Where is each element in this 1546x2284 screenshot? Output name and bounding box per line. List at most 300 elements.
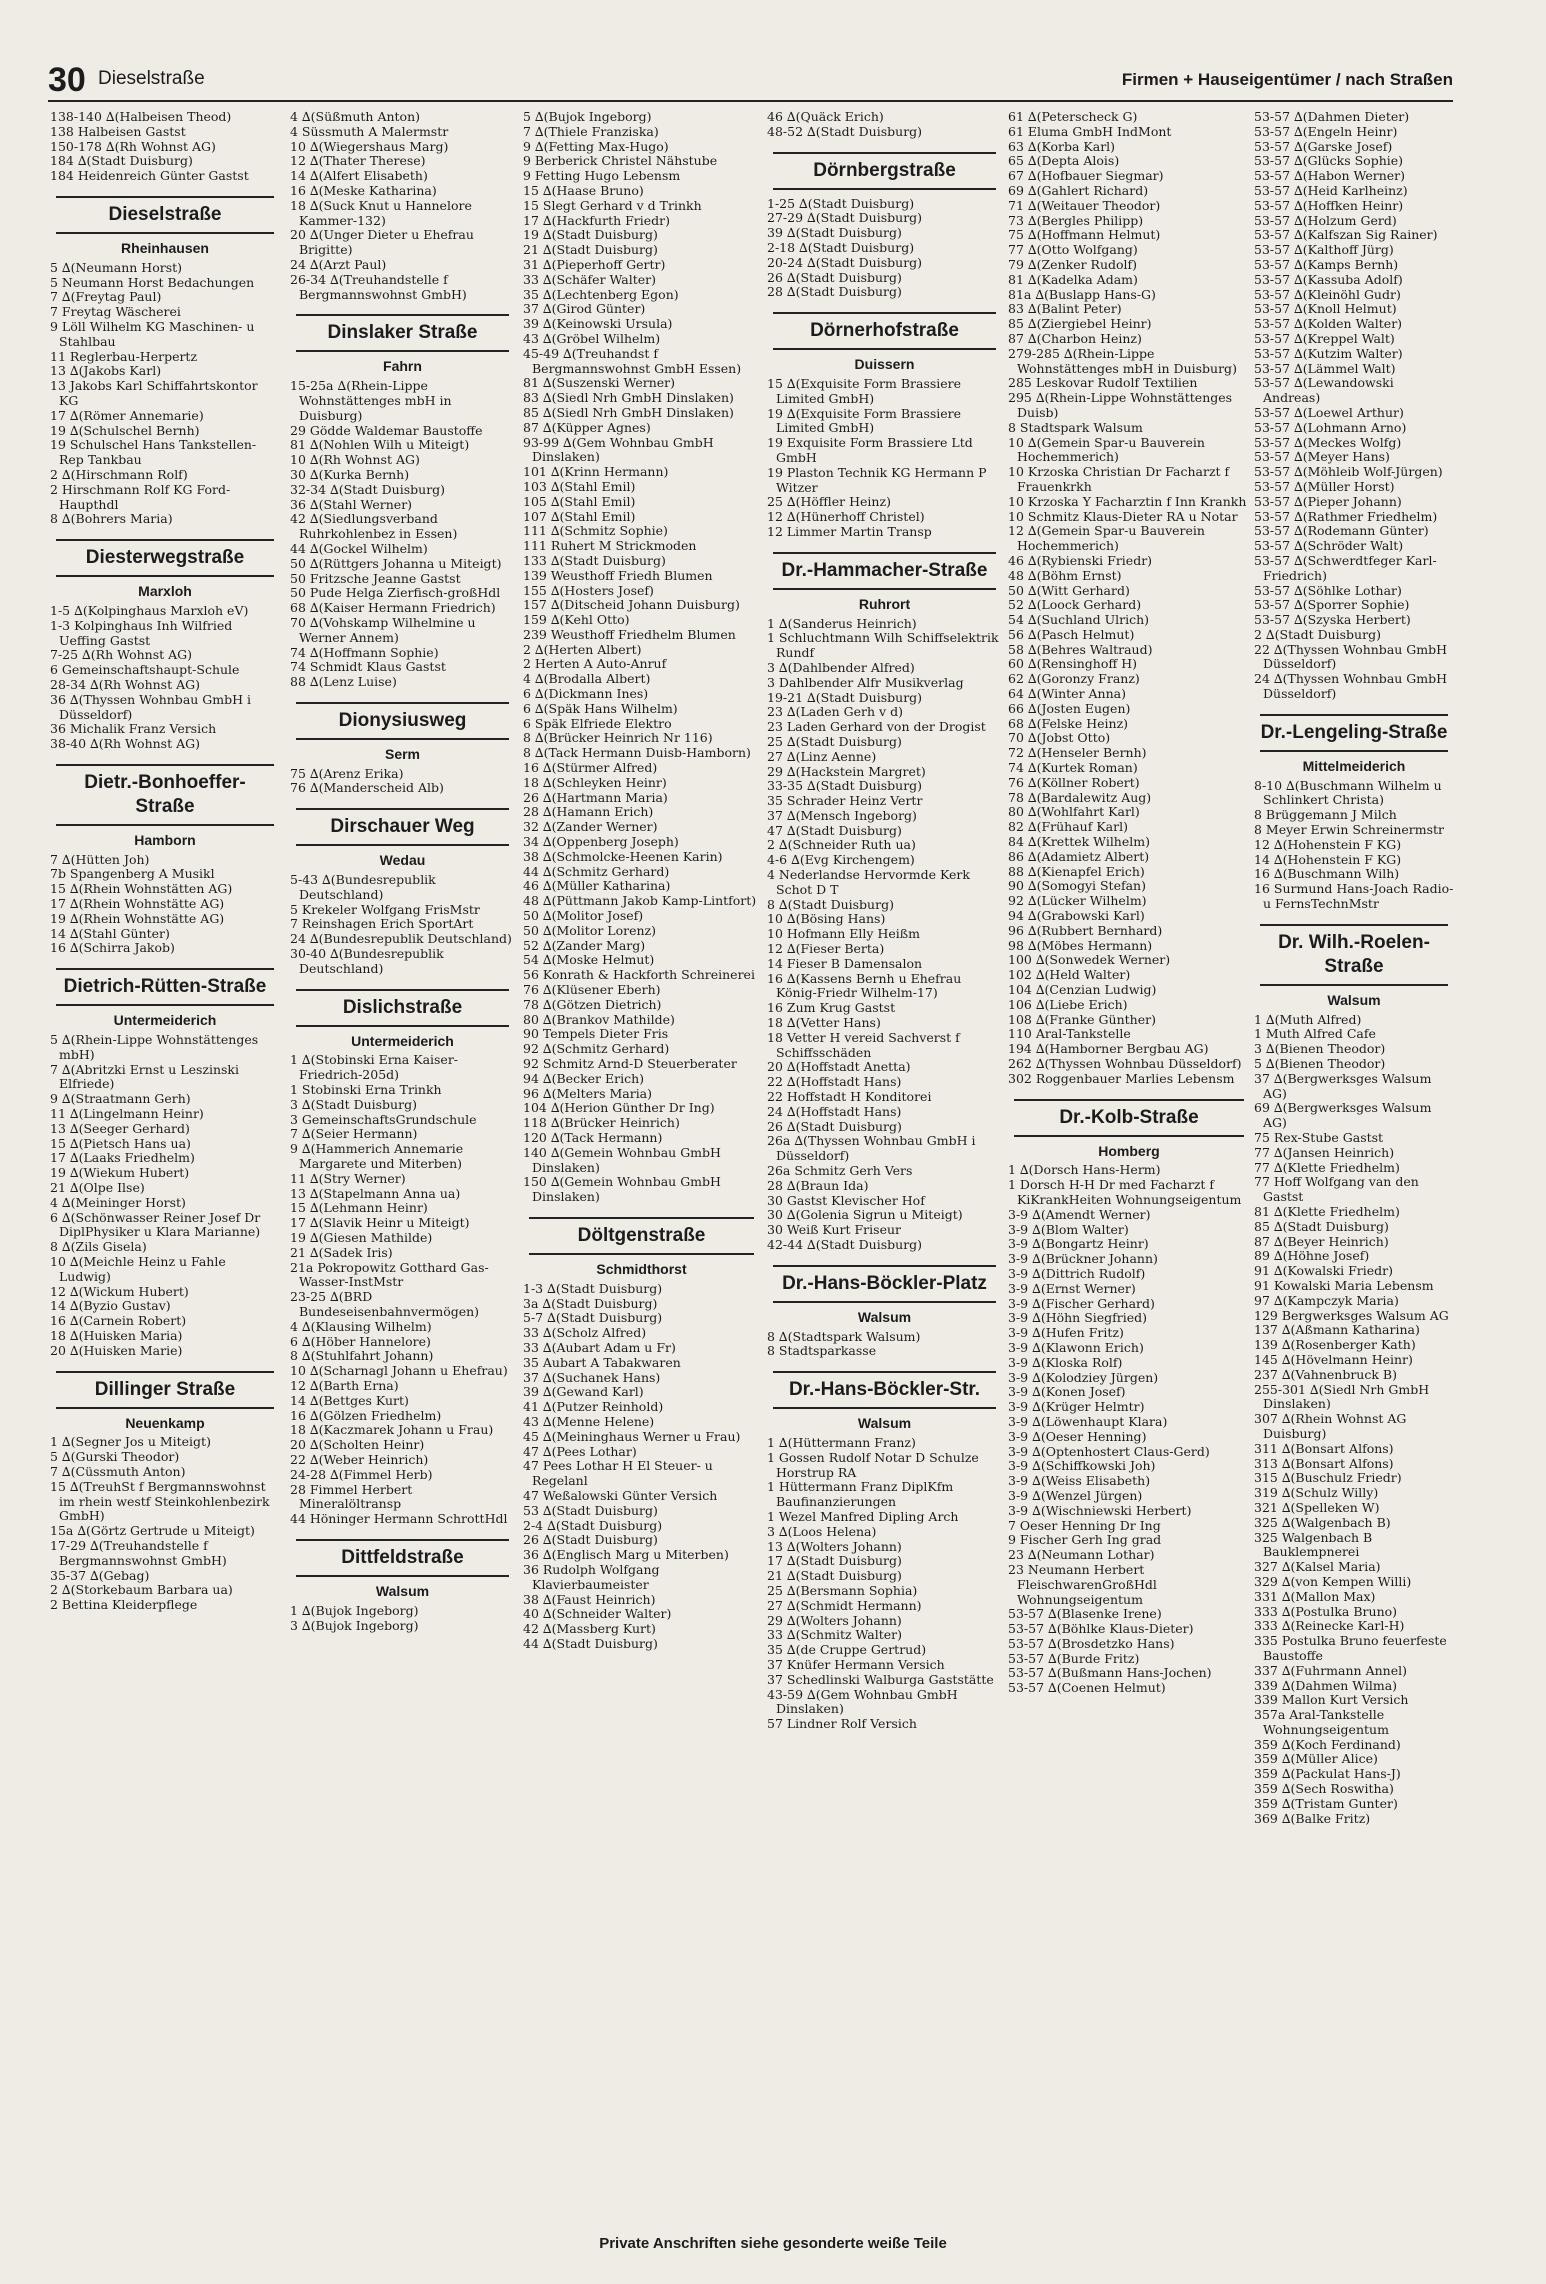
directory-entry: 22 Hoffstadt H Konditorei xyxy=(767,1089,932,1105)
directory-entry: 53-57 ∆(Habon Werner) xyxy=(1254,168,1406,184)
district-label: Walsum xyxy=(375,1582,430,1599)
directory-entry: 47 ∆(Pees Lothar) xyxy=(523,1443,637,1459)
directory-entry: 97 ∆(Kampczyk Maria) xyxy=(1254,1292,1399,1308)
street-heading: Dirschauer Weg xyxy=(296,808,509,846)
column-1 xyxy=(50,110,280,2230)
directory-entry: 53-57 ∆(Sporrer Sophie) xyxy=(1254,597,1410,613)
footer-note: Private Anschriften siehe gesonderte weiße Teile xyxy=(599,2235,947,2252)
directory-entry: 37 Schedlinski Walburga Gaststätte xyxy=(767,1671,994,1687)
directory-entry: 8 ∆(Zils Gisela) xyxy=(50,1239,147,1255)
directory-entry: 15-25a ∆(Rhein-Lippe Wohnstättenges mbH in Duisburg) xyxy=(290,378,452,423)
directory-entry: 54 ∆(Suchland Ulrich) xyxy=(1008,612,1150,628)
directory-entry: 92 Schmitz Arnd-D Steuerberater xyxy=(523,1056,737,1071)
directory-entry: 1 Schluchtmann Wilh Schiffselektrik Rundf xyxy=(767,630,999,661)
directory-entry: 75 Rex-Stube Gastst xyxy=(1254,1130,1384,1146)
directory-entry: 35 ∆(de Cruppe Gertrud) xyxy=(767,1642,927,1658)
directory-entry: 329 ∆(von Kempen Willi) xyxy=(1254,1573,1412,1589)
directory-entry: 5 Krekeler Wolfgang FrisMstr xyxy=(290,901,480,917)
running-street-title: Dieselstraße xyxy=(98,68,205,89)
directory-entry: 53-57 ∆(Rathmer Friedhelm) xyxy=(1254,508,1438,524)
directory-entry: 18 ∆(Huisken Maria) xyxy=(50,1328,183,1343)
directory-entry: 7b Spangenberg A Musikl xyxy=(50,866,215,882)
directory-entry: 108 ∆(Franke Günther) xyxy=(1008,1011,1156,1027)
directory-entry: 118 ∆(Brücker Heinrich) xyxy=(523,1115,680,1131)
directory-entry: 39 ∆(Gewand Karl) xyxy=(523,1384,644,1400)
column-2 xyxy=(290,110,515,2230)
directory-entry: 69 ∆(Bergwerksges Walsum AG) xyxy=(1254,1100,1432,1131)
street-heading: Dörnerhofstraße xyxy=(773,312,996,350)
directory-entry: 53-57 ∆(Söhlke Lothar) xyxy=(1254,582,1402,598)
directory-entry: 15a ∆(Görtz Gertrude u Miteigt) xyxy=(50,1523,255,1539)
directory-entry: 50 ∆(Molitor Lorenz) xyxy=(523,922,657,938)
directory-entry: 337 ∆(Fuhrmann Annel) xyxy=(1254,1662,1407,1678)
directory-entry: 359 ∆(Sech Roswitha) xyxy=(1254,1781,1394,1797)
directory-entry: 2 ∆(Schneider Ruth ua) xyxy=(767,837,916,853)
directory-entry: 71 ∆(Weitauer Theodor) xyxy=(1008,197,1161,213)
directory-entry: 15 ∆(Rhein Wohnstätten AG) xyxy=(50,881,233,897)
directory-entry: 3-9 ∆(Oeser Henning) xyxy=(1008,1428,1147,1444)
directory-entry: 53-57 ∆(Kreppel Walt) xyxy=(1254,330,1395,346)
directory-entry: 85 ∆(Ziergiebel Heinr) xyxy=(1008,316,1152,332)
directory-entry: 105 ∆(Stahl Emil) xyxy=(523,493,636,509)
directory-entry: 8-10 ∆(Buschmann Wilhelm u Schlinkert Christa) xyxy=(1254,777,1442,808)
directory-entry: 53-57 ∆(Burde Fritz) xyxy=(1008,1650,1140,1666)
directory-entry: 3-9 ∆(Weiss Elisabeth) xyxy=(1008,1473,1151,1489)
directory-entry: 3-9 ∆(Dittrich Rudolf) xyxy=(1008,1265,1146,1281)
directory-entry: 140 ∆(Gemein Wohnbau GmbH Dinslaken) xyxy=(523,1144,721,1175)
directory-entry: 104 ∆(Cenzian Ludwig) xyxy=(1008,982,1157,998)
directory-entry: 25 ∆(Höffler Heinz) xyxy=(767,494,891,510)
directory-entry: 37 ∆(Bergwerksges Walsum AG) xyxy=(1254,1070,1432,1101)
directory-entry: 9 Fischer Gerh Ing grad xyxy=(1008,1532,1162,1548)
directory-entry: 8 ∆(Tack Hermann Duisb-Hamborn) xyxy=(523,745,751,761)
directory-entry: 96 ∆(Rubbert Bernhard) xyxy=(1008,922,1163,938)
directory-entry: 30 Weiß Kurt Friseur xyxy=(767,1222,901,1238)
directory-entry: 91 Kowalski Maria Lebensm xyxy=(1254,1277,1434,1293)
directory-entry: 18 Vetter H vereid Sachverst f Schiffsschäden xyxy=(767,1029,960,1060)
directory-entry: 7 ∆(Freytag Paul) xyxy=(50,289,162,305)
directory-entry: 35-37 ∆(Gebag) xyxy=(50,1567,150,1583)
directory-entry: 285 Leskovar Rudolf Textilien xyxy=(1008,375,1198,391)
directory-entry: 3-9 ∆(Wischniewski Herbert) xyxy=(1008,1502,1192,1518)
directory-entry: 333 ∆(Postulka Bruno) xyxy=(1254,1603,1398,1619)
directory-entry: 84 ∆(Krettek Wilhelm) xyxy=(1008,834,1150,850)
directory-entry: 313 ∆(Bonsart Alfons) xyxy=(1254,1455,1394,1471)
directory-entry: 62 ∆(Goronzy Franz) xyxy=(1008,671,1140,687)
directory-entry: 19 Plaston Technik KG Hermann P Witzer xyxy=(767,464,987,495)
directory-entry: 15 ∆(Exquisite Form Brassiere Limited GmbH) xyxy=(767,375,962,406)
district-label: Marxloh xyxy=(138,583,192,600)
street-heading: Dietrich-Rütten-Straße xyxy=(56,968,274,1006)
directory-entry: 325 Walgenbach B Bauklempnerei xyxy=(1254,1529,1373,1560)
directory-entry: 21 ∆(Sadek Iris) xyxy=(290,1244,393,1260)
directory-entry: 4 ∆(Süßmuth Anton) xyxy=(290,110,420,124)
directory-entry: 45-49 ∆(Treuhandst f Bergmannswohnst GmbH Essen) xyxy=(523,345,742,376)
directory-entry: 48-52 ∆(Stadt Duisburg) xyxy=(767,123,923,139)
directory-entry: 50 Fritzsche Jeanne Gastst xyxy=(290,570,461,586)
directory-entry: 53-57 ∆(Coenen Helmut) xyxy=(1008,1680,1166,1696)
directory-entry: 327 ∆(Kalsel Maria) xyxy=(1254,1559,1381,1575)
directory-entry: 16 ∆(Gölzen Friedhelm) xyxy=(290,1407,442,1423)
column-3 xyxy=(523,110,760,2230)
directory-entry: 9 Fetting Hugo Lebensm xyxy=(523,168,681,184)
directory-entry: 20 ∆(Hoffstadt Anetta) xyxy=(767,1059,911,1075)
directory-entry: 3a ∆(Stadt Duisburg) xyxy=(523,1295,658,1311)
directory-entry: 139 ∆(Rosenberger Kath) xyxy=(1254,1337,1416,1353)
directory-entry: 14 ∆(Alfert Elisabeth) xyxy=(290,168,428,184)
directory-entry: 29 Gödde Waldemar Baustoffe xyxy=(290,422,483,438)
directory-entry: 65 ∆(Depta Alois) xyxy=(1008,153,1120,169)
directory-entry: 16 Zum Krug Gastst xyxy=(767,1000,896,1016)
directory-entry: 26 ∆(Stadt Duisburg) xyxy=(523,1532,658,1548)
page-number: 30 xyxy=(48,61,86,99)
district-label: Homberg xyxy=(1098,1142,1160,1159)
directory-entry: 75 ∆(Hoffmann Helmut) xyxy=(1008,227,1161,243)
directory-entry: 16 Surmund Hans-Joach Radio- u FernsTechnMstr xyxy=(1254,881,1454,912)
directory-entry: 12 ∆(Gemein Spar-u Bauverein Hochemmerich) xyxy=(1008,523,1205,554)
directory-entry: 111 Ruhert M Strickmoden xyxy=(523,538,697,554)
directory-entry: 3 Dahlbender Alfr Musikverlag xyxy=(767,674,964,690)
directory-entry: 74 Schmidt Klaus Gastst xyxy=(290,659,446,675)
directory-entry: 16 ∆(Kassens Bernh u Ehefrau König-Friedr Wilhelm-17) xyxy=(767,970,962,1001)
directory-entry: 19 ∆(Schulschel Bernh) xyxy=(50,422,200,438)
directory-entry: 137 ∆(Aßmann Katharina) xyxy=(1254,1322,1420,1338)
directory-entry: 32-34 ∆(Stadt Duisburg) xyxy=(290,481,446,497)
street-heading: Dietr.-Bonhoeffer-Straße xyxy=(56,764,274,826)
directory-entry: 60 ∆(Rensinghoff H) xyxy=(1008,656,1138,672)
directory-entry: 81 ∆(Kadelka Adam) xyxy=(1008,271,1138,287)
directory-entry: 7 Oeser Henning Dr Ing xyxy=(1008,1517,1161,1533)
directory-entry: 5-7 ∆(Stadt Duisburg) xyxy=(523,1310,663,1326)
directory-entry: 8 ∆(Stadtspark Walsum) xyxy=(767,1328,921,1344)
street-heading: Dörnbergstraße xyxy=(773,152,996,190)
directory-entry: 46 ∆(Rybienski Friedr) xyxy=(1008,552,1153,568)
directory-entry: 255-301 ∆(Siedl Nrh GmbH Dinslaken) xyxy=(1254,1381,1430,1412)
directory-entry: 28 ∆(Hamann Erich) xyxy=(523,804,654,820)
directory-entry: 53-57 ∆(Meckes Wolfg) xyxy=(1254,434,1402,450)
directory-entry: 44 ∆(Schmitz Gerhard) xyxy=(523,863,670,879)
directory-entry: 53-57 ∆(Pieper Johann) xyxy=(1254,493,1402,509)
directory-entry: 88 ∆(Kienapfel Erich) xyxy=(1008,863,1145,879)
directory-entry: 2 Hirschmann Rolf KG Ford-Haupthdl xyxy=(50,481,231,512)
directory-entry: 17 ∆(Rhein Wohnstätte AG) xyxy=(50,896,225,912)
directory-entry: 6 ∆(Dickmann Ines) xyxy=(523,686,649,702)
directory-entry: 17 ∆(Hackfurth Friedr) xyxy=(523,212,671,228)
directory-entry: 1 Stobinski Erna Trinkh xyxy=(290,1082,442,1098)
directory-entry: 23 Neumann Herbert FleischwarenGroßHdl Wohnungseigentum xyxy=(1008,1561,1157,1607)
directory-entry: 33 ∆(Aubart Adam u Fr) xyxy=(523,1339,676,1355)
directory-entry: 262 ∆(Thyssen Wohnbau Düsseldorf) xyxy=(1008,1056,1242,1071)
directory-entry: 26-34 ∆(Treuhandstelle f Bergmannswohnst GmbH) xyxy=(290,271,467,302)
directory-entry: 38 ∆(Schmolcke-Heenen Karin) xyxy=(523,848,723,864)
directory-entry: 53-57 ∆(Garske Josef) xyxy=(1254,138,1393,154)
directory-entry: 2 Bettina Kleiderpflege xyxy=(50,1597,198,1613)
directory-entry: 10 Krzoska Christian Dr Facharzt f Frauenkrkh xyxy=(1008,464,1230,494)
directory-entry: 12 ∆(Fieser Berta) xyxy=(767,941,885,957)
directory-entry: 44 ∆(Gockel Wilhelm) xyxy=(290,540,428,556)
district-label: Mittelmeiderich xyxy=(1302,757,1406,774)
directory-entry: 23 Laden Gerhard von der Drogist xyxy=(767,719,986,735)
directory-entry: 86 ∆(Adamietz Albert) xyxy=(1008,848,1150,864)
directory-entry: 359 ∆(Müller Alice) xyxy=(1254,1751,1378,1767)
directory-entry: 3 ∆(Bienen Theodor) xyxy=(1254,1041,1386,1057)
directory-entry: 48 ∆(Böhm Ernst) xyxy=(1008,567,1122,583)
district-label: Walsum xyxy=(857,1415,912,1432)
directory-entry: 10 ∆(Wiegershaus Marg) xyxy=(290,138,449,154)
street-heading: Dieselstraße xyxy=(56,196,274,234)
district-label: Hamborn xyxy=(134,831,196,848)
directory-entry: 1 Gossen Rudolf Notar D Schulze Horstrup RA xyxy=(767,1449,979,1480)
directory-entry: 27 ∆(Schmidt Hermann) xyxy=(767,1597,922,1613)
directory-entry: 61 ∆(Peterscheck G) xyxy=(1008,110,1138,124)
directory-entry: 5 ∆(Rhein-Lippe Wohnstättenges mbH) xyxy=(50,1032,259,1062)
directory-entry: 1 Wezel Manfred Dipling Arch xyxy=(767,1508,959,1524)
directory-entry: 15 Slegt Gerhard v d Trinkh xyxy=(523,197,702,213)
directory-entry: 53-57 ∆(Kamps Bernh) xyxy=(1254,256,1399,272)
directory-entry: 39 ∆(Keinowski Ursula) xyxy=(523,316,673,332)
street-heading: Dr. Wilh.-Roelen-Straße xyxy=(1260,924,1448,986)
directory-entry: 150 ∆(Gemein Wohnbau GmbH Dinslaken) xyxy=(523,1174,721,1205)
directory-entry: 17-29 ∆(Treuhandstelle f Bergmannswohnst GmbH) xyxy=(50,1537,227,1568)
directory-entry: 9 ∆(Hammerich Annemarie Margarete und Miterben) xyxy=(290,1141,464,1172)
street-heading: Dillinger Straße xyxy=(56,1371,274,1409)
directory-entry: 155 ∆(Hosters Josef) xyxy=(523,582,654,598)
directory-entry: 82 ∆(Frühauf Karl) xyxy=(1008,819,1128,835)
directory-entry: 6 Gemeinschaftshaupt-Schule xyxy=(50,662,240,678)
directory-entry: 10 Hofmann Elly Heißm xyxy=(767,926,920,942)
directory-entry: 9 ∆(Fetting Max-Hugo) xyxy=(523,138,669,154)
directory-entry: 89 ∆(Höhne Josef) xyxy=(1254,1248,1370,1264)
directory-entry: 28 Fimmel Herbert Mineralöltransp xyxy=(290,1481,413,1512)
directory-entry: 92 ∆(Lücker Wilhelm) xyxy=(1008,893,1147,909)
directory-entry: 11 Reglerbau-Herpertz xyxy=(50,348,198,364)
directory-entry: 3-9 ∆(Konen Josef) xyxy=(1008,1384,1126,1400)
directory-entry: 339 ∆(Dahmen Wilma) xyxy=(1254,1677,1398,1693)
directory-entry: 79 ∆(Zenker Rudolf) xyxy=(1008,256,1138,272)
directory-entry: 239 Weusthoff Friedhelm Blumen xyxy=(523,626,736,642)
directory-entry: 6 ∆(Höber Hannelore) xyxy=(290,1333,431,1349)
directory-entry: 48 ∆(Püttmann Jakob Kamp-Lintfort) xyxy=(523,893,757,909)
directory-entry: 47 Pees Lothar H El Steuer- u Regelanl xyxy=(523,1458,713,1489)
directory-entry: 18 ∆(Suck Knut u Hannelore Kammer-132) xyxy=(290,197,472,228)
directory-entry: 53-57 ∆(Kalfszan Sig Rainer) xyxy=(1254,227,1438,243)
directory-entry: 53-57 ∆(Böhlke Klaus-Dieter) xyxy=(1008,1621,1194,1637)
directory-entry: 23 ∆(Laden Gerh v d) xyxy=(767,704,903,720)
directory-entry: 53-57 ∆(Szyska Herbert) xyxy=(1254,612,1411,628)
street-heading: Diesterwegstraße xyxy=(56,539,274,577)
directory-entry: 68 ∆(Kaiser Hermann Friedrich) xyxy=(290,600,496,616)
directory-entry: 100 ∆(Sonwedek Werner) xyxy=(1008,952,1171,968)
directory-entry: 5 ∆(Bienen Theodor) xyxy=(1254,1056,1386,1072)
directory-entry: 17 ∆(Stadt Duisburg) xyxy=(767,1553,902,1569)
directory-entry: 24 ∆(Arzt Paul) xyxy=(290,256,387,272)
directory-entry: 3-9 ∆(Ernst Werner) xyxy=(1008,1280,1136,1296)
column-6 xyxy=(1254,110,1454,2230)
district-label: Schmidthorst xyxy=(596,1260,687,1277)
district-label: Untermeiderich xyxy=(351,1032,454,1049)
directory-entry: 103 ∆(Stahl Emil) xyxy=(523,478,636,494)
directory-entry: 77 Hoff Wolfgang van den Gastst xyxy=(1254,1174,1419,1205)
street-heading: Dislichstraße xyxy=(296,989,509,1027)
directory-entry: 53-57 ∆(Rodemann Günter) xyxy=(1254,523,1429,539)
directory-entry: 40 ∆(Schneider Walter) xyxy=(523,1606,672,1622)
directory-entry: 58 ∆(Behres Waltraud) xyxy=(1008,641,1153,657)
directory-entry: 9 ∆(Straatmann Gerh) xyxy=(50,1091,191,1107)
directory-entry: 69 ∆(Gahlert Richard) xyxy=(1008,182,1149,198)
directory-entry: 11 ∆(Lingelmann Heinr) xyxy=(50,1106,204,1122)
directory-entry: 6 Späk Elfriede Elektro xyxy=(523,715,672,731)
directory-entry: 98 ∆(Möbes Hermann) xyxy=(1008,937,1153,953)
directory-entry: 10 Krzoska Y Facharztin f Inn Krankh xyxy=(1008,493,1247,509)
directory-entry: 80 ∆(Brankov Mathilde) xyxy=(523,1011,675,1027)
directory-entry: 77 ∆(Jansen Heinrich) xyxy=(1254,1144,1395,1160)
directory-entry: 41 ∆(Putzer Reinhold) xyxy=(523,1399,664,1415)
directory-entry: 37 ∆(Suchanek Hans) xyxy=(523,1369,661,1385)
directory-entry: 75 ∆(Arenz Erika) xyxy=(290,765,404,781)
directory-entry: 145 ∆(Hövelmann Heinr) xyxy=(1254,1351,1413,1367)
directory-entry: 150-178 ∆(Rh Wohnst AG) xyxy=(50,138,216,154)
directory-entry: 74 ∆(Hoffmann Sophie) xyxy=(290,644,439,660)
directory-entry: 72 ∆(Henseler Bernh) xyxy=(1008,745,1147,761)
directory-entry: 12 ∆(Hohenstein F KG) xyxy=(1254,836,1402,852)
directory-entry: 24 ∆(Hoffstadt Hans) xyxy=(767,1103,902,1119)
directory-entry: 12 ∆(Wickum Hubert) xyxy=(50,1283,189,1299)
directory-entry: 81a ∆(Buslapp Hans-G) xyxy=(1008,286,1156,302)
directory-entry: 26 ∆(Stadt Duisburg) xyxy=(767,269,902,285)
directory-entry: 16 ∆(Carnein Robert) xyxy=(50,1313,187,1329)
directory-entry: 2 Herten A Auto-Anruf xyxy=(523,656,667,672)
directory-entry: 357a Aral-Tankstelle Wohnungseigentum xyxy=(1254,1707,1389,1737)
column-5 xyxy=(1008,110,1250,2230)
directory-entry: 53-57 ∆(Glücks Sophie) xyxy=(1254,153,1404,169)
directory-entry: 70 ∆(Jobst Otto) xyxy=(1008,730,1111,746)
directory-entry: 12 Limmer Martin Transp xyxy=(767,523,932,539)
directory-entry: 87 ∆(Küpper Agnes) xyxy=(523,419,651,435)
directory-entry: 24 ∆(Bundesrepublik Deutschland) xyxy=(290,931,512,947)
directory-entry: 5-43 ∆(Bundesrepublik Deutschland) xyxy=(290,872,436,902)
directory-entry: 18 ∆(Kaczmarek Johann u Frau) xyxy=(290,1422,494,1438)
directory-entry: 1-3 Kolpinghaus Inh Wilfried Ueffing Gastst xyxy=(50,617,233,648)
street-heading: Dr.-Hammacher-Straße xyxy=(773,552,996,590)
directory-entry: 42 ∆(Massberg Kurt) xyxy=(523,1621,656,1637)
directory-entry: 359 ∆(Koch Ferdinand) xyxy=(1254,1736,1401,1752)
street-heading: Dr.-Lengeling-Straße xyxy=(1260,714,1448,752)
directory-entry: 1 ∆(Dorsch Hans-Herm) xyxy=(1008,1162,1161,1178)
directory-entry: 2 ∆(Stadt Duisburg) xyxy=(1254,626,1381,642)
directory-entry: 83 ∆(Balint Peter) xyxy=(1008,301,1122,317)
district-label: Walsum xyxy=(1327,991,1381,1008)
directory-entry: 43-59 ∆(Gem Wohnbau GmbH Dinslaken) xyxy=(767,1686,958,1717)
district-label: Untermeiderich xyxy=(113,1012,217,1029)
directory-entry: 194 ∆(Hamborner Bergbau AG) xyxy=(1008,1041,1209,1057)
directory-entry: 138-140 ∆(Halbeisen Theod) xyxy=(50,110,232,124)
directory-entry: 3-9 ∆(Höhn Siegfried) xyxy=(1008,1310,1148,1326)
directory-entry: 7-25 ∆(Rh Wohnst AG) xyxy=(50,647,193,663)
directory-entry: 6 ∆(Schönwasser Reiner Josef Dr DiplPhysiker u Klara Marianne) xyxy=(50,1209,261,1240)
directory-entry: 53 ∆(Stadt Duisburg) xyxy=(523,1502,658,1518)
directory-entry: 33 ∆(Schmitz Walter) xyxy=(767,1627,903,1643)
directory-entry: 129 Bergwerksges Walsum AG xyxy=(1254,1307,1449,1323)
directory-entry: 25 ∆(Bersmann Sophia) xyxy=(767,1582,918,1598)
directory-entry: 3-9 ∆(Optenhostert Claus-Gerd) xyxy=(1008,1443,1210,1459)
district-label: Fahrn xyxy=(383,358,422,375)
directory-entry: 3-9 ∆(Wenzel Jürgen) xyxy=(1008,1487,1143,1503)
directory-entry: 26a ∆(Thyssen Wohnbau GmbH i Düsseldorf) xyxy=(767,1133,976,1164)
directory-entry: 26 ∆(Stadt Duisburg) xyxy=(767,1118,902,1134)
directory-entry: 139 Weusthoff Friedh Blumen xyxy=(523,567,713,583)
directory-entry: 53-57 ∆(Engeln Heinr) xyxy=(1254,123,1398,139)
directory-entry: 76 ∆(Köllner Robert) xyxy=(1008,774,1140,790)
directory-entry: 19-21 ∆(Stadt Duisburg) xyxy=(767,689,923,705)
directory-entry: 8 ∆(Brücker Heinrich Nr 116) xyxy=(523,730,713,746)
column-4 xyxy=(767,110,1002,2230)
directory-entry: 307 ∆(Rhein Wohnst AG Duisburg) xyxy=(1254,1411,1407,1441)
directory-entry: 68 ∆(Felske Heinz) xyxy=(1008,715,1129,731)
directory-entry: 110 Aral-Tankstelle xyxy=(1008,1026,1131,1042)
directory-entry: 3 ∆(Dahlbender Alfred) xyxy=(767,659,915,675)
directory-entry: 32 ∆(Zander Werner) xyxy=(523,819,658,835)
directory-entry: 20 ∆(Unger Dieter u Ehefrau Brigitte) xyxy=(290,227,474,258)
directory-entry: 53-57 ∆(Kassuba Adolf) xyxy=(1254,271,1403,287)
directory-entry: 18 ∆(Vetter Hans) xyxy=(767,1015,881,1031)
directory-entry: 81 ∆(Klette Friedhelm) xyxy=(1254,1204,1400,1219)
directory-entry: 104 ∆(Herion Günther Dr Ing) xyxy=(523,1100,715,1116)
directory-entry: 3-9 ∆(Brückner Johann) xyxy=(1008,1251,1158,1267)
directory-entry: 7 ∆(Abritzki Ernst u Leszinski Elfriede) xyxy=(50,1061,240,1092)
directory-entry: 11 ∆(Stry Werner) xyxy=(290,1170,406,1186)
street-heading: Dr.-Hans-Böckler-Platz xyxy=(773,1265,996,1303)
directory-entry: 8 ∆(Bohrers Maria) xyxy=(50,511,173,527)
directory-entry: 3-9 ∆(Bongartz Heinr) xyxy=(1008,1236,1149,1252)
directory-entry: 13 Jakobs Karl Schiffahrtskontor KG xyxy=(50,378,258,408)
directory-entry: 53-57 ∆(Hoffken Heinr) xyxy=(1254,197,1404,213)
directory-entry: 3-9 ∆(Löwenhaupt Klara) xyxy=(1008,1413,1168,1429)
directory-entry: 19 ∆(Rhein Wohnstätte AG) xyxy=(50,910,225,926)
directory-entry: 30 Gastst Klevischer Hof xyxy=(767,1192,925,1208)
directory-entry: 359 ∆(Packulat Hans-J) xyxy=(1254,1766,1401,1782)
directory-entry: 36 Michalik Franz Versich xyxy=(50,721,217,737)
directory-entry: 53-57 ∆(Schröder Walt) xyxy=(1254,538,1404,554)
directory-entry: 35 ∆(Lechtenberg Egon) xyxy=(523,286,679,302)
directory-entry: 10 ∆(Rh Wohnst AG) xyxy=(290,452,420,468)
directory-entry: 157 ∆(Ditscheid Johann Duisburg) xyxy=(523,597,740,613)
directory-entry: 80 ∆(Wohlfahrt Karl) xyxy=(1008,804,1140,820)
directory-entry: 15 ∆(TreuhSt f Bergmannswohnst im rhein westf Steinkohlenbezirk GmbH) xyxy=(50,1478,270,1524)
directory-entry: 44 Höninger Hermann SchrottHdl xyxy=(290,1511,508,1527)
section-title: Firmen + Hauseigentümer / nach Straßen xyxy=(1121,70,1453,89)
street-heading: Dr.-Kolb-Straße xyxy=(1014,1099,1244,1137)
directory-entry: 61 Eluma GmbH IndMont xyxy=(1008,123,1172,139)
directory-entry: 133 ∆(Stadt Duisburg) xyxy=(523,552,666,568)
directory-entry: 92 ∆(Schmitz Gerhard) xyxy=(523,1041,670,1057)
directory-entry: 5 Neumann Horst Bedachungen xyxy=(50,274,255,290)
directory-entry: 36 ∆(Stahl Werner) xyxy=(290,496,413,512)
directory-entry: 28 ∆(Stadt Duisburg) xyxy=(767,284,902,300)
directory-entry: 19 ∆(Wiekum Hubert) xyxy=(50,1165,190,1181)
directory-entry: 331 ∆(Mallon Max) xyxy=(1254,1588,1376,1604)
directory-entry: 14 ∆(Bettges Kurt) xyxy=(290,1392,409,1408)
directory-entry: 47 ∆(Stadt Duisburg) xyxy=(767,822,902,838)
directory-entry: 33 ∆(Schäfer Walter) xyxy=(523,271,657,287)
directory-entry: 3-9 ∆(Hufen Fritz) xyxy=(1008,1325,1124,1341)
directory-entry: 19 ∆(Stadt Duisburg) xyxy=(523,227,658,243)
directory-entry: 16 ∆(Stürmer Alfred) xyxy=(523,760,658,776)
street-heading: Dinslaker Straße xyxy=(296,314,509,352)
directory-entry: 21a Pokropowitz Gotthard Gas- Wasser-InstMstr xyxy=(290,1259,489,1290)
directory-entry: 33 ∆(Scholz Alfred) xyxy=(523,1325,647,1341)
directory-entry: 7 ∆(Hütten Joh) xyxy=(50,851,150,867)
district-label: Walsum xyxy=(857,1308,912,1325)
